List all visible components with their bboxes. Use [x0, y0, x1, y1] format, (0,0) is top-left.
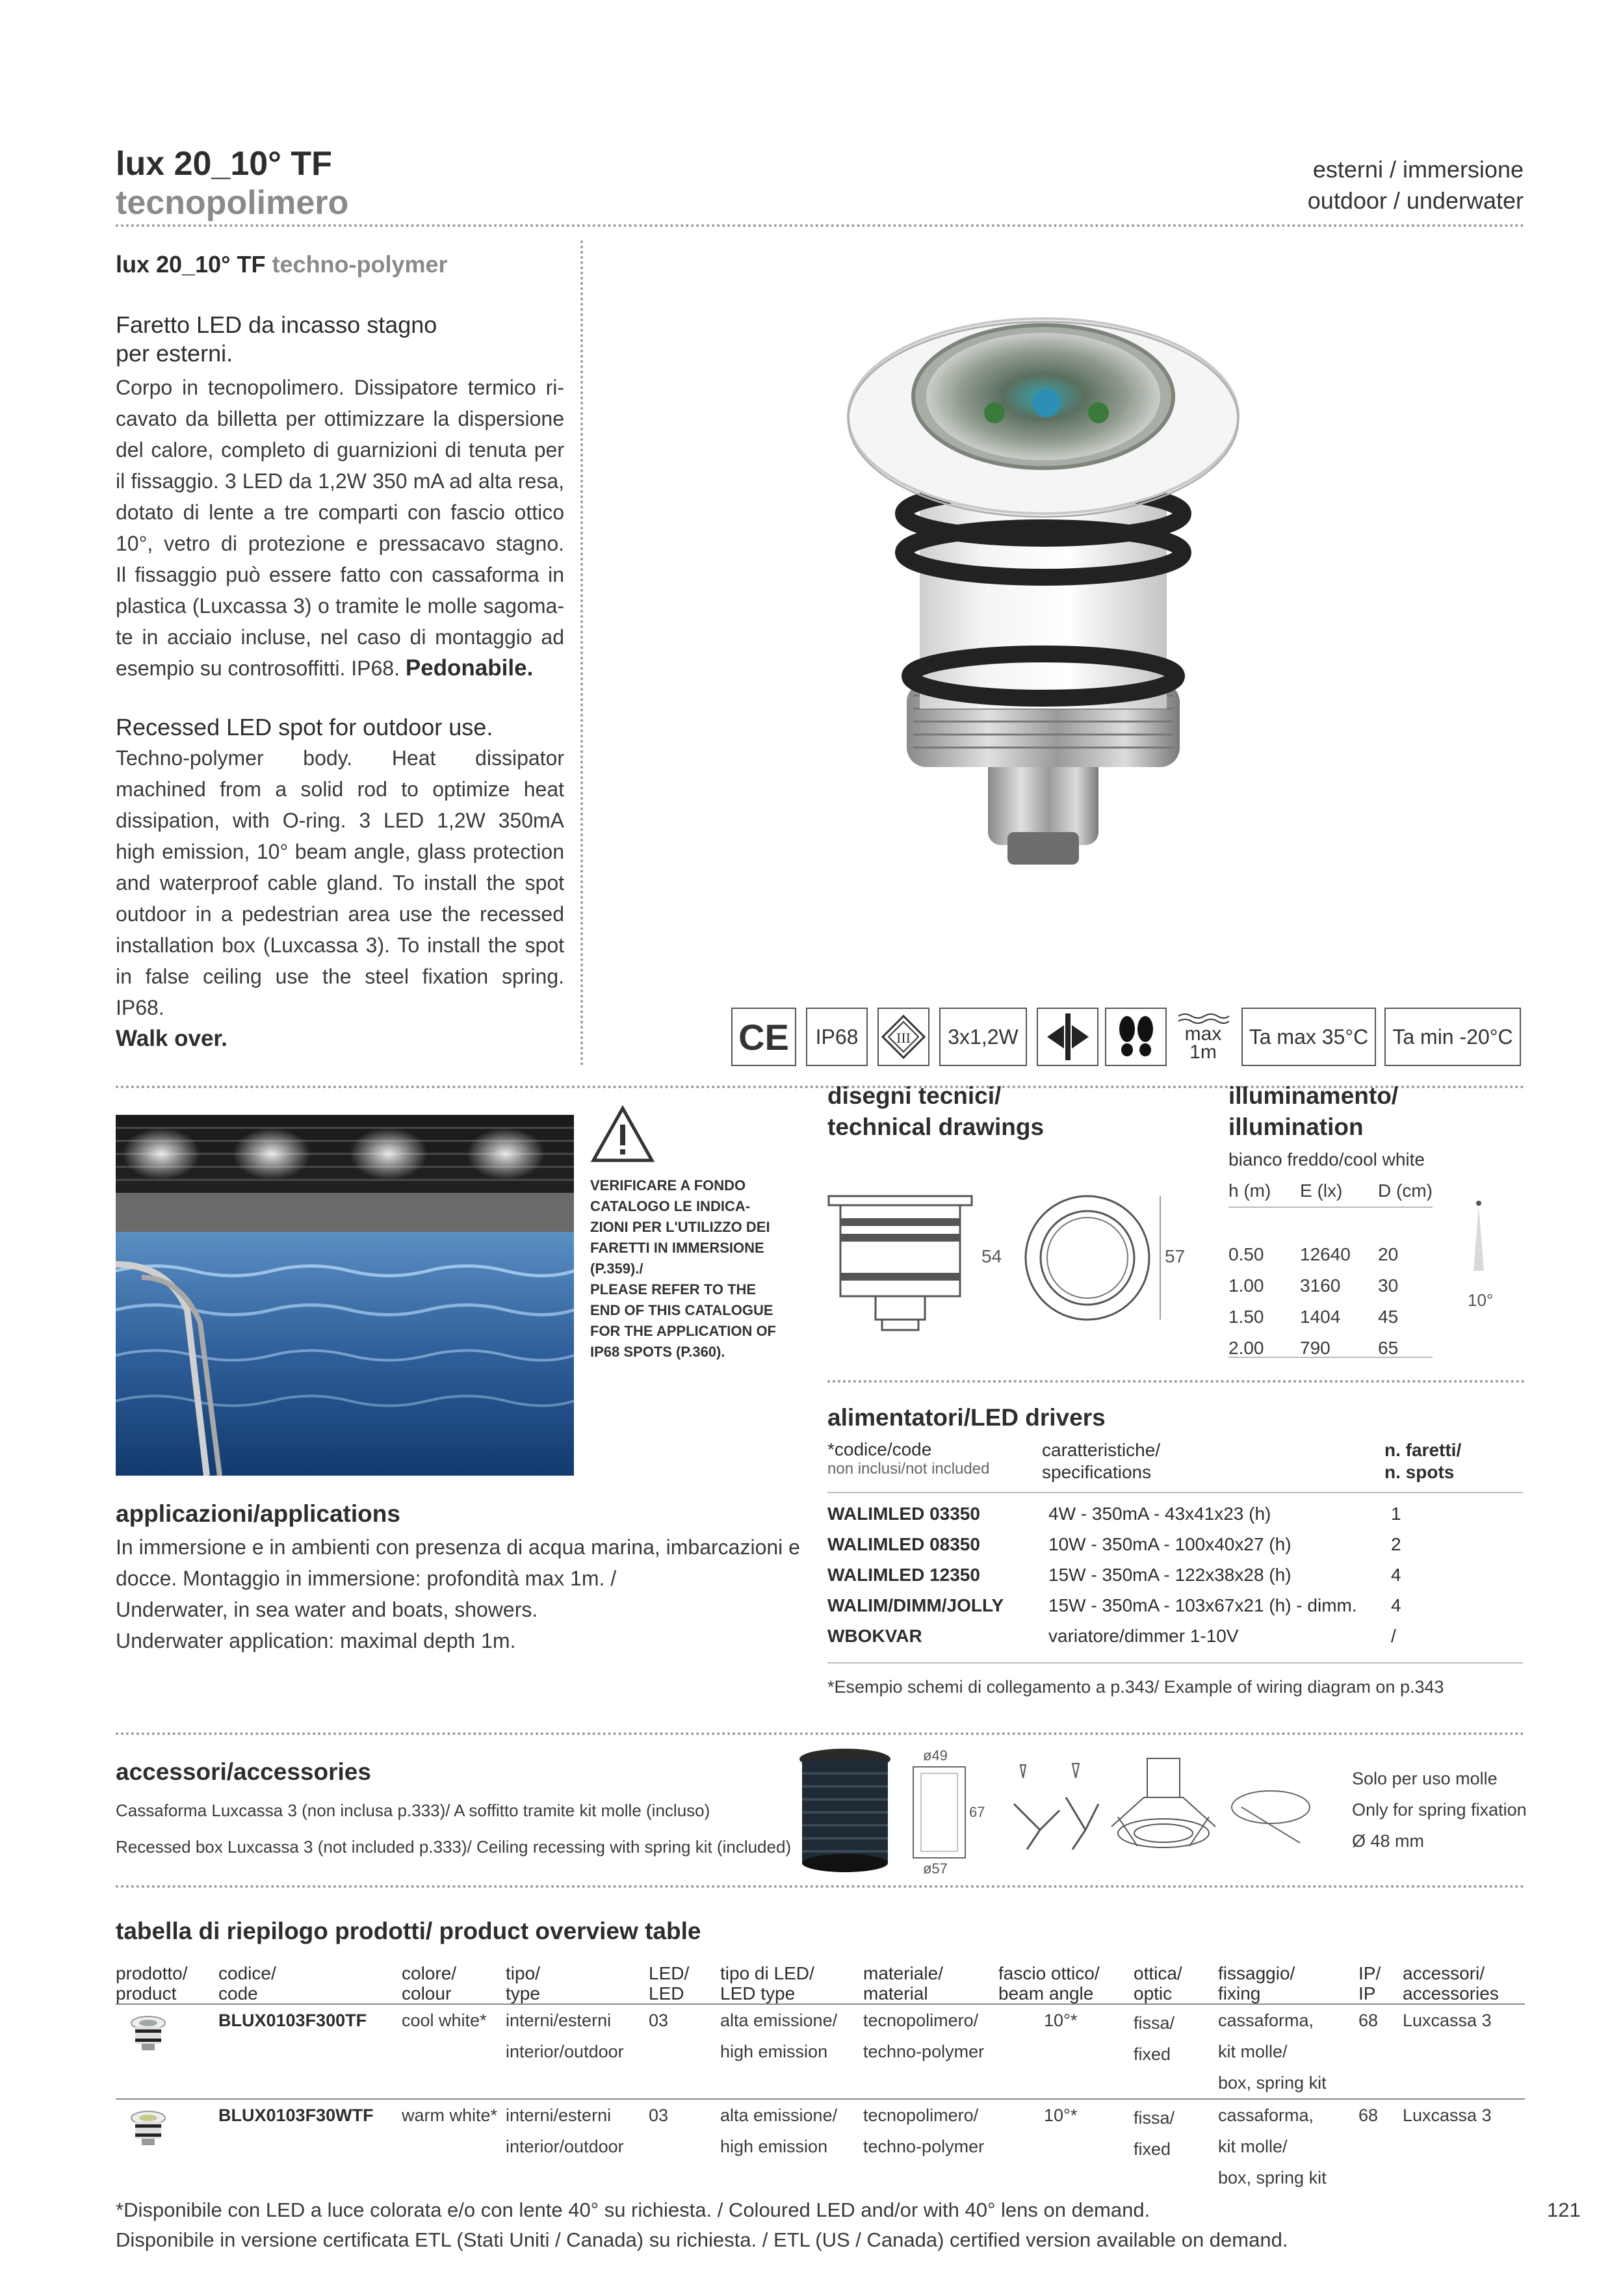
warning-line: ZIONI PER L'UTILIZZO DEI: [590, 1219, 770, 1235]
box-dim-bottom: ø57: [923, 1860, 948, 1877]
illum-cell: 45: [1378, 1307, 1399, 1327]
it-description-line: plastica (Luxcassa 3) o tramite le molle sagoma-: [116, 594, 564, 618]
class-iii-diamond-icon: [881, 1014, 926, 1060]
overview-header-en: accessories: [1403, 1983, 1499, 2003]
illum-cell: 2.00: [1228, 1338, 1264, 1358]
overview-header-en: type: [506, 1983, 540, 2003]
overview-header: [1134, 1963, 1218, 2004]
overview-header: [863, 1963, 998, 2004]
applications-text: [116, 1532, 805, 1656]
product-thumbnail-icon: [129, 2109, 168, 2148]
luxcassa-box-icon: [793, 1747, 897, 1877]
product-fixing-line: kit molle/: [1218, 2137, 1288, 2156]
overview-header: [218, 1963, 402, 2004]
footer-note-1: *Disponibile con LED a luce colorata e/o con lente 40° su richiesta. / Coloured LED and/or with 40° lens on demand.: [116, 2198, 1150, 2221]
product-colour: warm white*: [402, 2106, 498, 2125]
drawing-dim-diameter: 57: [1165, 1246, 1186, 1266]
product-code: BLUX0103F300TF: [218, 2011, 367, 2030]
illum-row: [1228, 1270, 1433, 1301]
overview-header-en: colour: [402, 1983, 452, 2003]
overview-header-it: fissaggio/: [1218, 1963, 1295, 1983]
product-led-type-en: high emission: [720, 2042, 828, 2061]
overview-header-it: prodotto/: [116, 1963, 188, 1983]
ta-min-badge: Ta min -20°C: [1384, 1008, 1521, 1066]
product-optic-it: fissa/: [1134, 2013, 1175, 2033]
drawings-title: disegni tecnici/ technical drawings: [827, 1082, 1045, 1140]
ip-rating-badge: IP68: [806, 1008, 868, 1066]
illum-header: D (cm): [1378, 1181, 1433, 1201]
box-dimension-drawing: [907, 1749, 991, 1879]
illum-row: [1228, 1301, 1433, 1333]
illum-row: [1228, 1239, 1433, 1270]
product-optic-en: fixed: [1134, 2139, 1171, 2159]
page-number: 121: [1547, 2198, 1581, 2221]
driver-code: WALIMLED 08350: [827, 1533, 980, 1554]
overview-header-it: colore/: [402, 1963, 457, 1983]
overview-header-it: fascio ottico/: [998, 1963, 1100, 1983]
product-optic-it: fissa/: [1134, 2108, 1175, 2128]
it-description-line: te in acciaio incluse, nel caso di montaggio ad: [116, 625, 564, 649]
illum-cell: 12640: [1300, 1244, 1351, 1264]
illum-cell: 0.50: [1228, 1244, 1264, 1264]
product-accessories: Luxcassa 3: [1403, 2011, 1492, 2030]
overview-header-en: fixing: [1218, 1983, 1261, 2003]
overview-header-en: code: [218, 1983, 258, 2003]
overview-header: [402, 1963, 506, 2004]
product-ip: 68: [1358, 2106, 1379, 2125]
drivers-table: [827, 1498, 1523, 1651]
overview-header-it: materiale/: [863, 1963, 943, 1983]
overview-header: [116, 1963, 218, 2004]
warning-line: IP68 SPOTS (P.360).: [590, 1344, 725, 1360]
illum-row: [1228, 1333, 1433, 1364]
en-description-line: Techno-polymer body. Heat dissipator: [116, 746, 564, 770]
illumination-table-rule: [1228, 1357, 1433, 1358]
walkable-label-en: Walk over.: [116, 1026, 227, 1051]
driver-spots: 2: [1391, 1533, 1401, 1554]
driver-row: [827, 1590, 1523, 1621]
intro-column-divider: [580, 241, 583, 1066]
driver-spec: 15W - 350mA - 122x38x28 (h): [1048, 1564, 1292, 1585]
applications-line: docce. Montaggio in immersione: profondità max 1m. /: [116, 1567, 617, 1590]
category-it: esterni / immersione: [1312, 156, 1524, 183]
product-material: [863, 2004, 998, 2099]
box-dim-side: 67: [969, 1804, 985, 1820]
applications-line: In immersione e in ambienti con presenza di acqua marina, imbarcazioni e: [116, 1535, 800, 1559]
technical-drawing: [822, 1183, 1186, 1333]
it-description-line: il fissaggio. 3 LED da 1,2W 350 mA ad alta resa,: [116, 469, 564, 493]
product-overview-table: [116, 1963, 1525, 2193]
driver-spots: 4: [1391, 1595, 1401, 1615]
product-led-type: [720, 2099, 863, 2193]
driver-spots: /: [1391, 1625, 1396, 1646]
product-photo: [773, 273, 1313, 884]
driver-row: [827, 1621, 1523, 1651]
overview-header: [1403, 1963, 1525, 2004]
it-heading-line: per esterni.: [116, 340, 233, 367]
illum-header: E (lx): [1300, 1181, 1343, 1201]
driver-spec: 4W - 350mA - 43x41x23 (h): [1048, 1503, 1271, 1524]
product-led-type-it: alta emissione/: [720, 2011, 838, 2030]
overview-header-en: optic: [1134, 1983, 1173, 2003]
product-material-en: techno-polymer: [863, 2137, 985, 2156]
led-power-badge: 3x1,2W: [939, 1008, 1027, 1066]
product-led-type-en: high emission: [720, 2137, 828, 2156]
it-description-line: Corpo in tecnopolimero. Dissipatore termico ri-: [116, 376, 564, 399]
product-type-en: interior/outdoor: [506, 2042, 624, 2061]
page-subtitle: tecnopolimero: [116, 184, 349, 222]
illum-cell: 30: [1378, 1275, 1399, 1296]
beam-angle-label: 10°: [1468, 1290, 1494, 1310]
applications-title: applicazioni/applications: [116, 1500, 400, 1527]
product-material-it: tecnopolimero/: [863, 2011, 979, 2030]
driver-code: WALIMLED 12350: [827, 1564, 980, 1585]
en-description-line: and waterproof cable gland. To install the spot: [116, 871, 564, 894]
overview-header-en: product: [116, 1983, 177, 2003]
product-code: BLUX0103F30WTF: [218, 2106, 374, 2125]
accessories-title: accessori/accessories: [116, 1758, 371, 1785]
product-material-en: techno-polymer: [863, 2042, 985, 2061]
max-depth-badge: [1173, 1008, 1233, 1066]
product-fixing-line: kit molle/: [1218, 2042, 1288, 2061]
illum-header: h (m): [1228, 1181, 1271, 1201]
en-description-line: installation box (Luxcassa 3). To install the spot: [116, 933, 564, 957]
product-accessories: Luxcassa 3: [1403, 2106, 1492, 2125]
product-thumbnail-cell: [116, 2004, 218, 2099]
pool-photo: [116, 1115, 574, 1476]
warning-text: [590, 1175, 776, 1363]
it-heading-line: Faretto LED da incasso stagno: [116, 311, 437, 338]
warning-line: FOR THE APPLICATION OF: [590, 1323, 776, 1339]
overview-header-it: LED/: [649, 1963, 690, 1983]
product-type: [506, 2004, 649, 2099]
drawing-dim-height: 54: [981, 1246, 1002, 1266]
en-heading: Recessed LED spot for outdoor use.: [116, 714, 493, 740]
accessories-line-en: Recessed box Luxcassa 3 (not included p.333)/ Ceiling recessing with spring kit (included): [116, 1837, 792, 1857]
overview-header-en: LED: [649, 1983, 684, 2003]
driver-row: [827, 1529, 1523, 1559]
overview-header: [649, 1963, 720, 2004]
driver-code: WALIM/DIMM/JOLLY: [827, 1595, 1004, 1615]
product-row: [116, 2004, 1525, 2099]
box-dim-top: ø49: [923, 1749, 948, 1764]
illum-cell: 1.50: [1228, 1307, 1264, 1327]
product-fixing-line: cassaforma,: [1218, 2106, 1314, 2125]
it-description-line: 10°, vetro di protezione e pressacavo stagno.: [116, 532, 564, 555]
product-fixing-line: box, spring kit: [1218, 2168, 1327, 2187]
accessories-note: Solo per uso molle Only for spring fixation Ø 48 mm: [1352, 1769, 1527, 1851]
driver-spec: 15W - 350mA - 103x67x21 (h) - dimm.: [1048, 1595, 1357, 1615]
drivers-divider: [827, 1380, 1525, 1383]
product-material: [863, 2099, 998, 2193]
drivers-title: alimentatori/LED drivers: [827, 1404, 1106, 1431]
drivers-note: *Esempio schemi di collegamento a p.343/ Example of wiring diagram on p.343: [827, 1677, 1444, 1697]
overview-title: tabella di riepilogo prodotti/ product overview table: [116, 1918, 701, 1944]
drivers-header-rule: [827, 1492, 1523, 1493]
product-line-bold: lux 20_10° TF: [116, 251, 266, 278]
accessories-line-it: Cassaforma Luxcassa 3 (non inclusa p.333)/ A soffitto tramite kit molle (incluso): [116, 1801, 710, 1820]
ce-mark-icon: CE: [731, 1008, 796, 1066]
overview-header: [506, 1963, 649, 2004]
illum-cell: 790: [1300, 1338, 1331, 1358]
driver-row: [827, 1559, 1523, 1590]
warning-line: VERIFICARE A FONDO: [590, 1177, 746, 1194]
product-type-en: interior/outdoor: [506, 2137, 624, 2156]
overview-header-it: codice/: [218, 1963, 276, 1983]
warning-line: END OF THIS CATALOGUE: [590, 1302, 773, 1318]
overview-header: [1358, 1963, 1403, 2004]
overview-header-it: accessori/: [1403, 1963, 1485, 1983]
it-description: [116, 372, 564, 684]
driver-row: [827, 1498, 1523, 1529]
product-type-it: interni/esterni: [506, 2106, 612, 2125]
class-iii-icon: [877, 1008, 929, 1066]
illumination-title: illuminamento/ illumination: [1228, 1082, 1399, 1140]
drivers-col-spots: n. faretti/ n. spots: [1384, 1440, 1462, 1482]
illum-cell: 1404: [1300, 1307, 1341, 1327]
product-led-count: 03: [649, 2106, 669, 2125]
illumination-subtitle: bianco freddo/cool white: [1228, 1149, 1425, 1169]
it-description-line: Il fissaggio può essere fatto con cassaforma in: [116, 563, 564, 586]
overview-header-it: ottica/: [1134, 1963, 1182, 1983]
svg-text:III: III: [896, 1030, 911, 1046]
overview-header-it: tipo di LED/: [720, 1963, 814, 1983]
warning-line: FARETTI IN IMMERSIONE: [590, 1240, 764, 1256]
product-led-type-it: alta emissione/: [720, 2106, 838, 2125]
footprints-walkable-icon: [1105, 1008, 1167, 1066]
overview-header: [720, 1963, 863, 2004]
en-description-line: in false ceiling use the steel fixation spring. IP68.: [116, 965, 564, 1019]
illumination-table: [1228, 1175, 1433, 1364]
product-line: [116, 251, 448, 278]
en-description-line: dissipation, with O-ring. 3 LED 1,2W 350mA: [116, 809, 564, 832]
driver-spots: 1: [1391, 1503, 1401, 1524]
en-description-line: high emission, 10° beam angle, glass protection: [116, 840, 564, 863]
it-heading: [116, 311, 564, 368]
beam-cone-icon: [1459, 1199, 1498, 1277]
driver-spec: 10W - 350mA - 100x40x27 (h): [1048, 1533, 1292, 1554]
applications-line: Underwater application: maximal depth 1m.: [116, 1629, 516, 1652]
en-description-line: outdoor in a pedestrian area use the recessed: [116, 902, 564, 926]
footer-note-2: Disponibile in versione certificata ETL (Stati Uniti / Canada) su richiesta. / ETL (US / Canada) certified version available on demand.: [116, 2228, 1288, 2251]
it-description-line: del calore, completo di guarnizioni di tenuta per: [116, 438, 564, 462]
drivers-col-spec: caratteristiche/ specifications: [1042, 1440, 1161, 1482]
product-optic: [1134, 2099, 1218, 2193]
it-description-line: dotato di lente a tre comparti con fascio ottico: [116, 501, 564, 524]
overview-header-en: beam angle: [998, 1983, 1094, 2003]
product-led-count: 03: [649, 2011, 669, 2030]
en-description: [116, 742, 564, 1054]
product-row: [116, 2099, 1525, 2193]
product-type-it: interni/esterni: [506, 2011, 612, 2030]
product-optic-en: fixed: [1134, 2044, 1171, 2064]
product-fixing-line: cassaforma,: [1218, 2011, 1314, 2030]
walkable-label-it: Pedonabile.: [405, 655, 534, 681]
illum-cell: 20: [1378, 1244, 1399, 1264]
en-description-line: machined from a solid rod to optimize heat: [116, 777, 564, 801]
it-description-line: cavato da billetta per ottimizzare la dispersione: [116, 407, 564, 430]
overview-header-it: IP/: [1358, 1963, 1381, 1983]
category-en: outdoor / underwater: [1307, 187, 1524, 214]
warning-line: PLEASE REFER TO THE: [590, 1281, 757, 1298]
driver-spec: variatore/dimmer 1-10V: [1048, 1625, 1239, 1646]
overview-header-en: IP: [1358, 1983, 1376, 2003]
product-line-grey: techno-polymer: [272, 251, 448, 278]
drivers-col-code: *codice/code non inclusi/not included: [827, 1439, 990, 1478]
product-optic: [1134, 2004, 1218, 2099]
spring-kit-drawing: [1001, 1752, 1105, 1862]
overview-header-en: LED type: [720, 1983, 796, 2003]
driver-spots: 4: [1391, 1564, 1401, 1585]
warning-line: CATALOGO LE INDICA-: [590, 1198, 751, 1214]
max-depth-value: 1m: [1189, 1041, 1217, 1063]
overview-top-divider: [116, 1885, 1525, 1888]
ceiling-install-drawing: [1105, 1755, 1222, 1866]
product-fixing: [1218, 2099, 1358, 2193]
max-label: max: [1184, 1023, 1222, 1045]
product-thumbnail-cell: [116, 2099, 218, 2193]
accessories-top-divider: [116, 1732, 1525, 1735]
driver-code: WBOKVAR: [827, 1625, 922, 1646]
product-thumbnail-icon: [129, 2014, 168, 2053]
warning-triangle-icon: [590, 1105, 655, 1164]
product-beam-angle: 10°*: [1044, 2011, 1078, 2030]
overview-header-it: tipo/: [506, 1963, 540, 1983]
warning-line: (P.359)./: [590, 1260, 643, 1277]
overview-header: [1218, 1963, 1358, 2004]
product-material-it: tecnopolimero/: [863, 2106, 979, 2125]
overview-header: [998, 1963, 1134, 2004]
recessed-fixture-icon: [1037, 1008, 1098, 1066]
drivers-bottom-rule: [827, 1662, 1523, 1663]
illum-cell: 65: [1378, 1338, 1399, 1358]
ceiling-cutout-icon: [1228, 1784, 1313, 1846]
product-ip: 68: [1358, 2011, 1379, 2030]
overview-header-en: material: [863, 1983, 928, 2003]
it-last-line: esempio su controsoffitti. IP68. Pedonabile.: [116, 655, 534, 681]
product-fixing-line: box, spring kit: [1218, 2073, 1327, 2093]
illum-cell: 3160: [1300, 1275, 1341, 1296]
ta-max-badge: Ta max 35°C: [1241, 1008, 1376, 1066]
driver-code: WALIMLED 03350: [827, 1503, 980, 1524]
product-led-type: [720, 2004, 863, 2099]
applications-line: Underwater, in sea water and boats, showers.: [116, 1598, 538, 1621]
product-beam-angle: 10°*: [1044, 2106, 1078, 2125]
page-title: lux 20_10° TF: [116, 145, 332, 183]
header-divider: [116, 224, 1525, 227]
product-fixing: [1218, 2004, 1358, 2099]
product-type: [506, 2099, 649, 2193]
product-colour: cool white*: [402, 2011, 487, 2030]
illum-cell: 1.00: [1228, 1275, 1264, 1296]
